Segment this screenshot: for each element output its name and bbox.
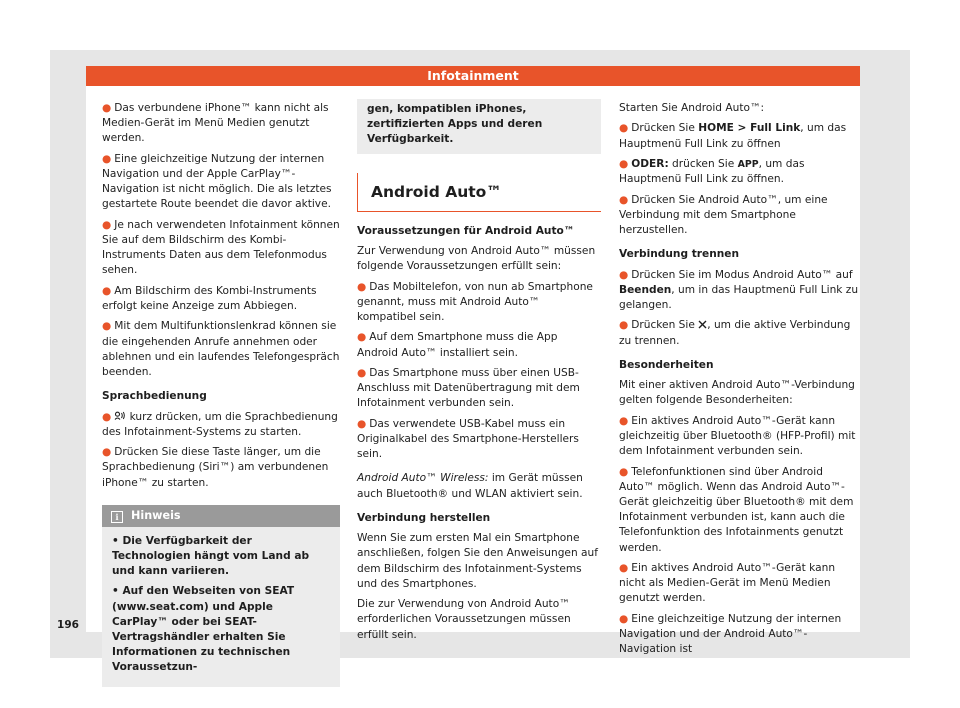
paragraph: Starten Sie Android Auto™: [619,102,765,114]
list-item: ● ODER: drücken Sie APP, um das Hauptmenü Full Link zu öffnen. [619,157,805,186]
info-icon: i [111,511,123,523]
subheading-special: Besonderheiten [619,358,714,371]
note-continuation: gen, kompatiblen iPhones, zertifizierten Apps und deren Verfügbarkeit. [357,99,601,154]
list-item: ● Am Bildschirm des Kombi-Instruments erfolgt keine Anzeige zum Abbiegen. [102,284,317,312]
bullet-icon: ● [619,319,629,332]
bullet-icon: ● [619,122,629,135]
bullet-icon: ● [357,366,367,379]
bullet-icon: ● [102,152,112,165]
bullet-icon: ● [357,280,367,293]
list-item: ● Auf dem Smartphone muss die App Android Auto™ installiert sein. [357,331,558,359]
list-item: ● Eine gleichzeitige Nutzung der internen Navigation und der Apple CarPlay™-Navigation ist nicht möglich. Die als letztes gestartete Route beendet die davor aktive. [102,152,332,211]
note-body [102,527,340,687]
list-item: ● Drücken Sie Android Auto™, um eine Verbindung mit dem Smartphone herzustellen. [619,193,828,236]
bullet-icon: ● [102,218,112,231]
bullet-icon: ● [619,612,629,625]
bullet-icon: ● [619,414,629,427]
bullet-icon: ● [102,284,112,297]
column-middle [357,99,601,648]
list-item: ● Ein aktives Android Auto™-Gerät kann nicht als Medien-Gerät im Menü Medien genutzt werden. [619,561,836,605]
section-title: Android Auto™ [357,173,601,212]
subheading-speech: Sprachbedienung [102,390,207,403]
list-item: ● Das verbundene iPhone™ kann nicht als Medien-Gerät im Menü Medien genutzt werden. [102,102,329,145]
bullet-icon: ● [619,561,629,574]
paragraph: Android Auto™ Wireless: im Gerät müssen auch Bluetooth® und WLAN aktiviert sein. [357,472,583,500]
note-item: • Die Verfügbarkeit der Technologien hängt vom Land ab und kann variieren. [112,534,310,578]
list-item: ● Ein aktives Android Auto™-Gerät kann gleichzeitig über Bluetooth® (HFP-Profil) mit dem Infotainment verbunden sein. [619,414,856,458]
list-item: ● Das Mobiltelefon, von nun ab Smartphone genannt, muss mit Android Auto™ kompatibel sein. [357,280,593,323]
list-item: ● Drücken Sie im Modus Android Auto™ auf Beenden, um in das Hauptmenü Full Link zu gelangen. [619,268,859,311]
list-item: ● Eine gleichzeitige Nutzung der internen Navigation und der Android Auto™-Navigation ist [619,612,842,656]
bullet-icon: ● [102,102,112,114]
subheading-connect: Verbindung herstellen [357,511,491,524]
bullet-icon: ● [102,320,112,333]
bullet-icon: ● [619,268,629,281]
note-header: i Hinweis [102,505,340,527]
list-item: ● Mit dem Multifunktionslenkrad können sie die eingehenden Anrufe annehmen oder ablehnen und ein laufendes Telefongespräch beenden. [102,320,340,378]
list-item: ● Das Smartphone muss über einen USB-Anschluss mit Datenübertragung mit dem Infotainment verbunden sein. [357,366,580,410]
list-item: ● Das verwendete USB-Kabel muss ein Originalkabel des Smartphone-Herstellers sein. [357,417,579,461]
bullet-icon: ● [102,410,112,423]
list-item: ● Drücken Sie , um die aktive Verbindung zu trennen. [619,319,851,347]
note-item: • Auf den Webseiten von SEAT (www.seat.com) und Apple CarPlay™ oder bei SEAT-Vertragshändler erhalten Sie Informationen zu technischen Voraussetzun- [112,585,295,674]
chapter-header [86,66,860,86]
list-item: ● Drücken Sie HOME > Full Link, um das Hauptmenü Full Link zu öffnen [619,122,847,150]
column-right [619,101,861,663]
chapter-title: Infotainment [427,68,519,83]
list-item: ● Telefonfunktionen sind über Android Auto™ möglich. Wenn das Android Auto™-Gerät gleichzeitig über Bluetooth® mit dem Infotainment verbunden ist, kann auch die Telefonfunktion des Infotainments genutzt werden. [619,465,854,554]
paragraph: Die zur Verwendung von Android Auto™ erforderlichen Voraussetzungen müssen erfüllt sein. [357,598,571,641]
bullet-icon: ● [102,446,112,459]
bullet-icon: ● [357,417,367,430]
list-item: ● Je nach verwendeten Infotainment können Sie auf dem Bildschirm des Kombi-Instruments Daten aus dem Telefonmodus sehen. [102,218,340,277]
paragraph: Wenn Sie zum ersten Mal ein Smartphone anschließen, folgen Sie den Anweisungen auf dem Bildschirm des Infotainment-Systems und des Smartphones. [357,532,598,590]
bullet-icon: ● [619,465,629,478]
subheading-disconnect: Verbindung trennen [619,248,740,261]
bullet-icon: ● [357,331,367,344]
list-item: ● kurz drücken, um die Sprachbedienung des Infotainment-Systems zu starten. [102,410,338,438]
page-number: 196 [57,619,79,631]
bullet-icon: ● [619,157,629,170]
column-left [102,101,340,687]
close-x-icon [698,319,707,331]
note-box [102,505,340,687]
list-item: ● Drücken Sie diese Taste länger, um die Sprachbedienung (Siri™) am verbundenen iPhone™ zu starten. [102,446,329,489]
bullet-icon: ● [619,193,629,206]
subheading-requirements: Voraussetzungen für Android Auto™ [357,224,575,237]
paragraph: Zur Verwendung von Android Auto™ müssen folgende Voraussetzungen erfüllt sein: [357,245,596,273]
paragraph: Mit einer aktiven Android Auto™-Verbindung gelten folgende Besonderheiten: [619,379,855,407]
voice-control-icon [114,411,126,423]
